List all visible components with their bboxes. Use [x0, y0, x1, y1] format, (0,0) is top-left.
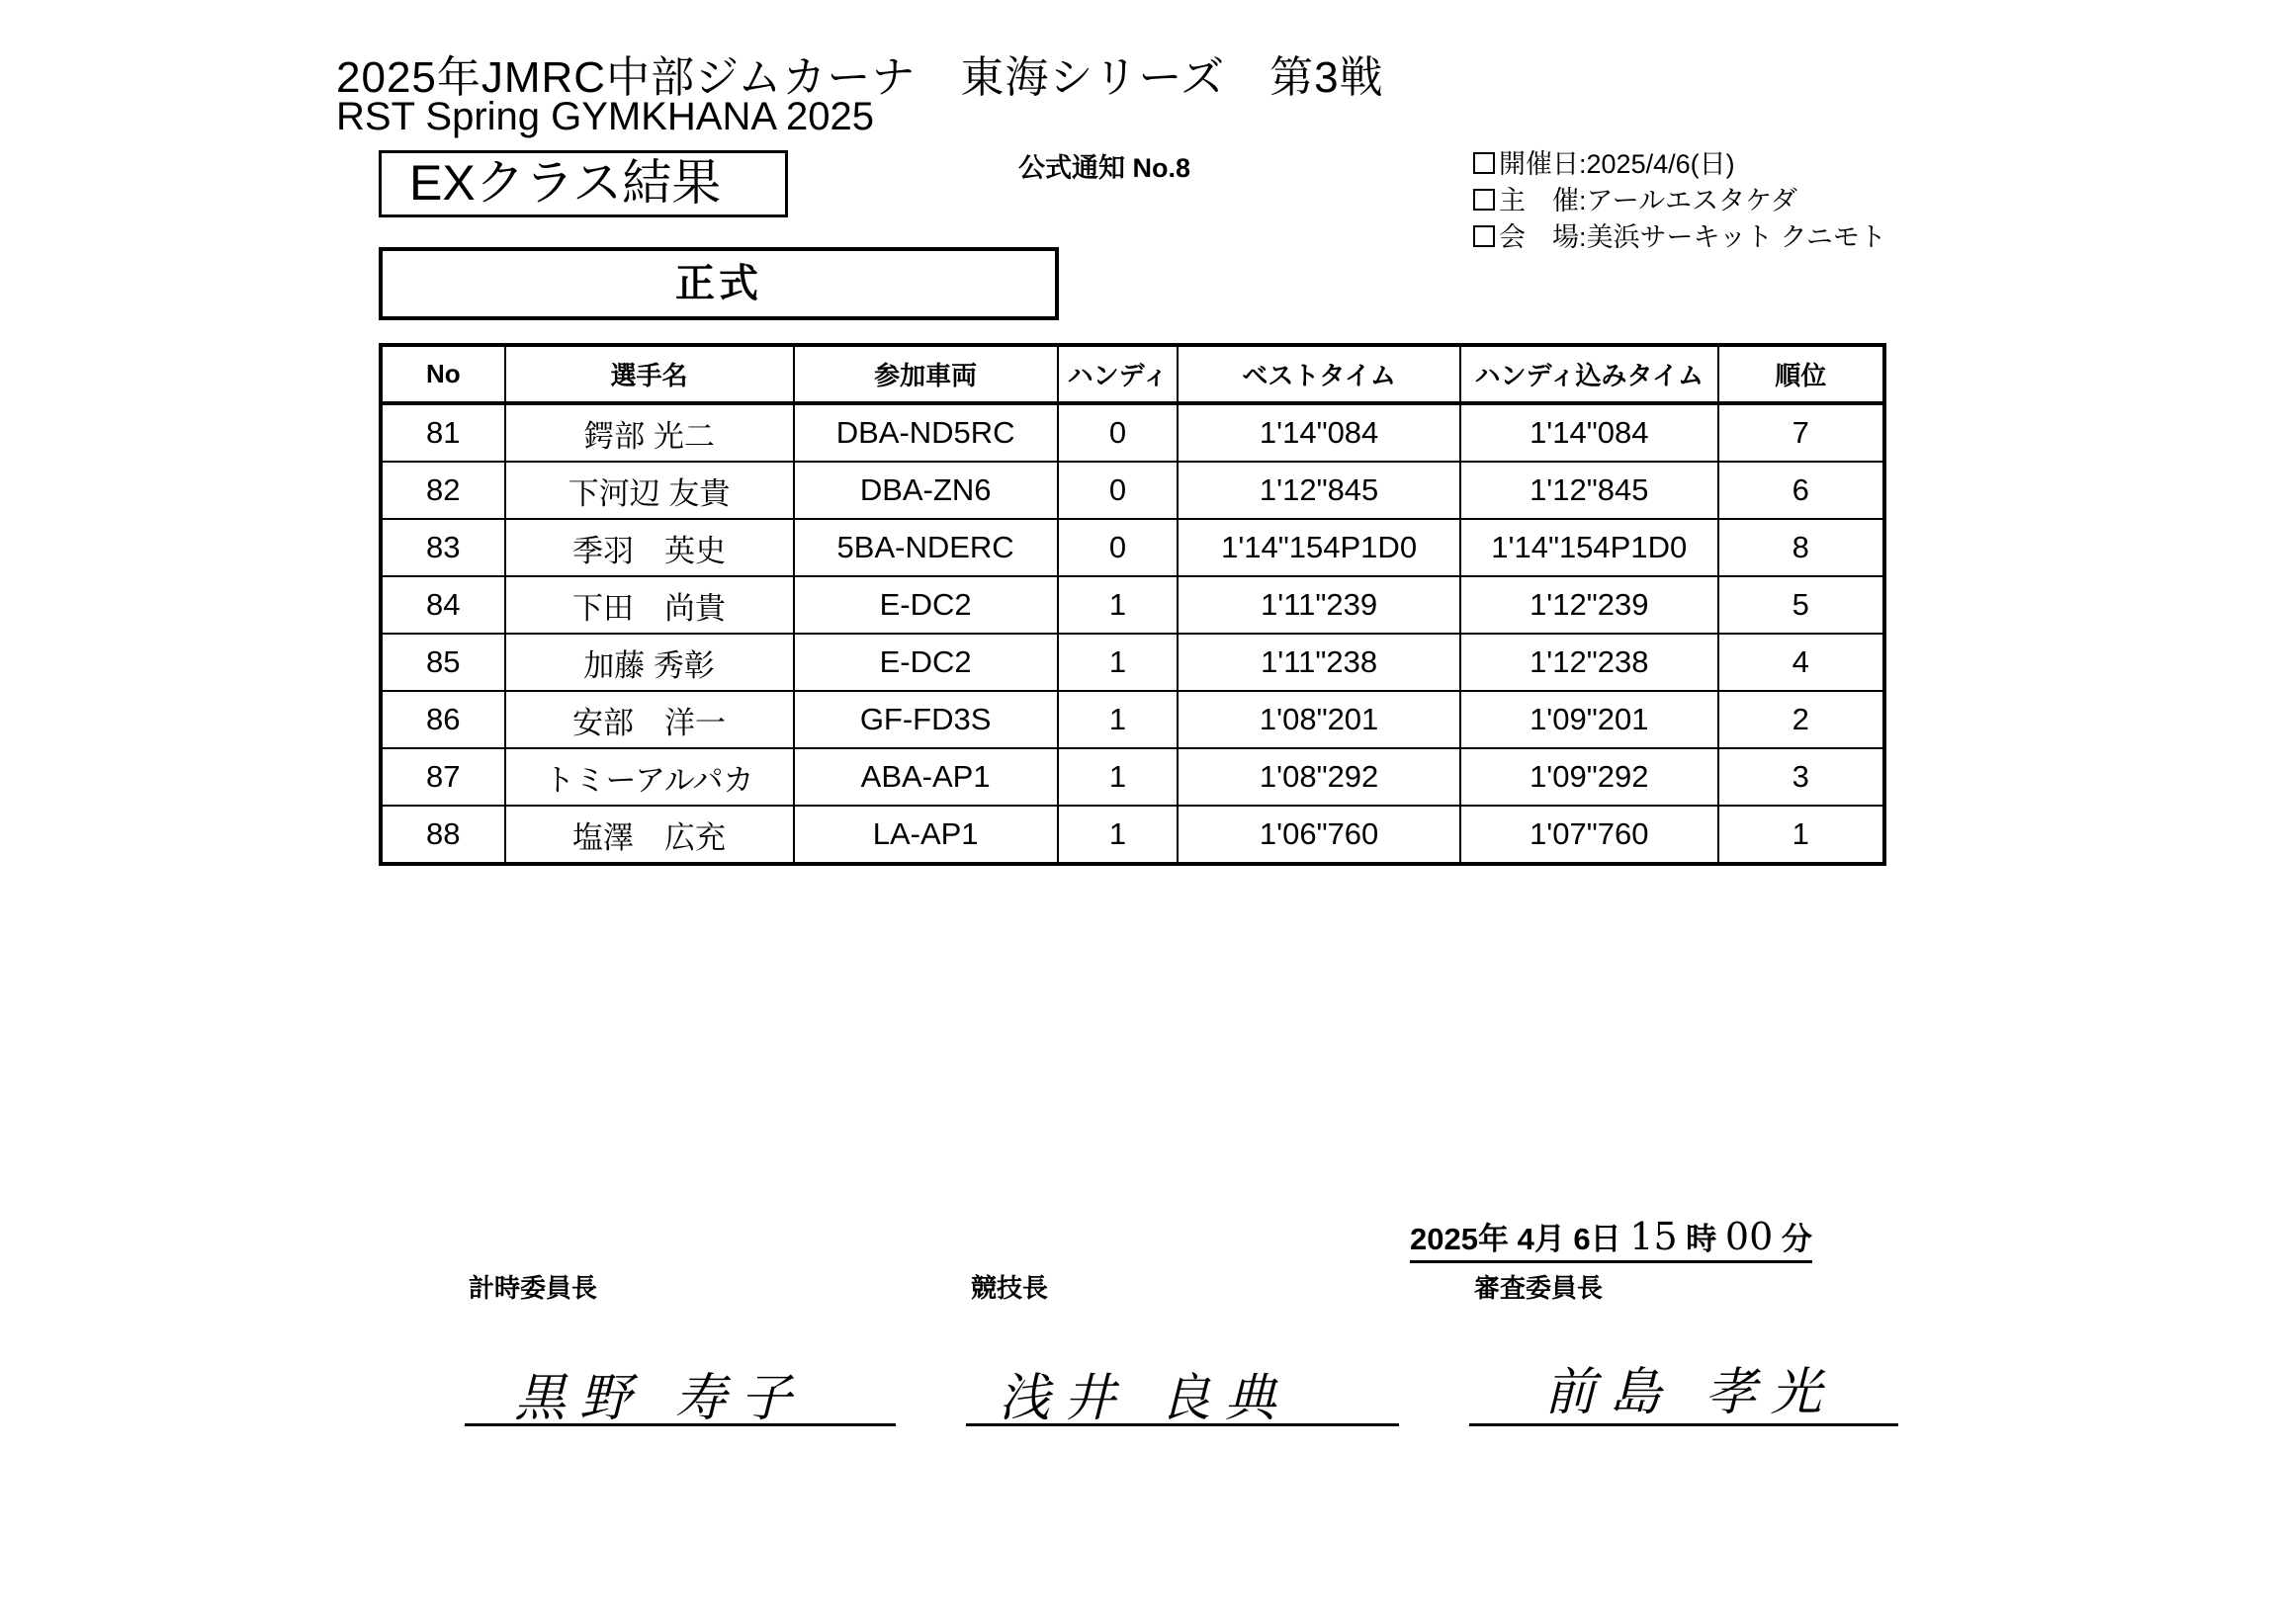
- signature-role-clerk-of-course: 競技長: [971, 1273, 1049, 1303]
- cell-handicap: 0: [1058, 462, 1179, 519]
- cell-handicap: 1: [1058, 576, 1179, 634]
- checkbox-icon: [1473, 225, 1495, 247]
- class-result-box: EXクラス結果: [379, 150, 788, 217]
- issued-hour: 15: [1629, 1215, 1678, 1258]
- cell-vehicle: DBA-ZN6: [794, 462, 1058, 519]
- signature-role-steward-chief: 審査委員長: [1474, 1273, 1604, 1303]
- cell-driver: 塩澤 広充: [505, 806, 794, 864]
- cell-handicap-time: 1'12"238: [1460, 634, 1718, 691]
- cell-handicap: 0: [1058, 403, 1179, 462]
- cell-no: 82: [381, 462, 505, 519]
- info-label: 主 催: [1499, 186, 1579, 215]
- column-header: 順位: [1718, 345, 1884, 403]
- table-header-row: [381, 345, 1884, 403]
- signature-steward-chief: 前島 孝光: [1544, 1363, 1836, 1422]
- cell-driver: トミーアルパカ: [505, 748, 794, 806]
- table-row: [381, 806, 1884, 864]
- signature-role-timing-chief: 計時委員長: [469, 1273, 598, 1303]
- cell-no: 85: [381, 634, 505, 691]
- hour-unit: 時: [1686, 1222, 1717, 1256]
- signature-line: [465, 1423, 896, 1426]
- cell-best-time: 1'14"154P1D0: [1178, 519, 1460, 576]
- cell-no: 83: [381, 519, 505, 576]
- column-header: ベストタイム: [1178, 345, 1460, 403]
- info-value: 2025/4/6(日): [1586, 149, 1735, 179]
- cell-best-time: 1'08"201: [1178, 691, 1460, 748]
- cell-rank: 3: [1718, 748, 1884, 806]
- official-notice-number: 公式通知 No.8: [1018, 153, 1191, 183]
- cell-rank: 2: [1718, 691, 1884, 748]
- cell-handicap: 1: [1058, 748, 1179, 806]
- cell-best-time: 1'12"845: [1178, 462, 1460, 519]
- minute-unit: 分: [1781, 1222, 1812, 1256]
- cell-rank: 8: [1718, 519, 1884, 576]
- cell-best-time: 1'08"292: [1178, 748, 1460, 806]
- cell-best-time: 1'06"760: [1178, 806, 1460, 864]
- cell-vehicle: 5BA-NDERC: [794, 519, 1058, 576]
- status-box: 正式: [379, 247, 1059, 320]
- event-title: 2025年JMRC中部ジムカーナ 東海シリーズ 第3戦: [336, 53, 1384, 102]
- table-row: [381, 748, 1884, 806]
- cell-handicap-time: 1'09"292: [1460, 748, 1718, 806]
- cell-no: 87: [381, 748, 505, 806]
- cell-rank: 6: [1718, 462, 1884, 519]
- table-row: [381, 403, 1884, 462]
- checkbox-icon: [1473, 189, 1495, 211]
- cell-handicap-time: 1'12"239: [1460, 576, 1718, 634]
- issued-minute: 00: [1724, 1215, 1774, 1258]
- cell-rank: 1: [1718, 806, 1884, 864]
- cell-vehicle: LA-AP1: [794, 806, 1058, 864]
- info-date: 開催日:2025/4/6(日): [1473, 146, 1886, 183]
- column-header: 選手名: [505, 345, 794, 403]
- cell-vehicle: GF-FD3S: [794, 691, 1058, 748]
- cell-driver: 下田 尚貴: [505, 576, 794, 634]
- signature-line: [1469, 1423, 1898, 1426]
- signature-clerk-of-course: 浅井 良典: [999, 1369, 1290, 1428]
- cell-handicap: 1: [1058, 806, 1179, 864]
- cell-driver: 下河辺 友貴: [505, 462, 794, 519]
- cell-handicap: 0: [1058, 519, 1179, 576]
- table-row: [381, 519, 1884, 576]
- cell-best-time: 1'14"084: [1178, 403, 1460, 462]
- cell-vehicle: E-DC2: [794, 634, 1058, 691]
- cell-no: 86: [381, 691, 505, 748]
- cell-handicap: 1: [1058, 691, 1179, 748]
- column-header: ハンディ込みタイム: [1460, 345, 1718, 403]
- cell-no: 84: [381, 576, 505, 634]
- cell-vehicle: E-DC2: [794, 576, 1058, 634]
- cell-rank: 4: [1718, 634, 1884, 691]
- info-organizer: 主 催:アールエスタケダ: [1473, 183, 1886, 219]
- table-row: [381, 691, 1884, 748]
- cell-handicap: 1: [1058, 634, 1179, 691]
- table-row: [381, 634, 1884, 691]
- column-header: No: [381, 345, 505, 403]
- checkbox-icon: [1473, 152, 1495, 174]
- cell-best-time: 1'11"239: [1178, 576, 1460, 634]
- event-subtitle: RST Spring GYMKHANA 2025: [336, 95, 874, 138]
- cell-no: 81: [381, 403, 505, 462]
- table-row: [381, 462, 1884, 519]
- cell-vehicle: ABA-AP1: [794, 748, 1058, 806]
- column-header: ハンディ: [1058, 345, 1179, 403]
- info-value: 美浜サーキット クニモト: [1586, 222, 1886, 252]
- info-label: 開催日: [1499, 149, 1579, 179]
- cell-driver: 加藤 秀彰: [505, 634, 794, 691]
- signature-line: [966, 1423, 1399, 1426]
- cell-vehicle: DBA-ND5RC: [794, 403, 1058, 462]
- issued-datetime: [1410, 1214, 1812, 1263]
- signature-timing-chief: 黒野 寿子: [514, 1369, 806, 1428]
- cell-handicap-time: 1'07"760: [1460, 806, 1718, 864]
- cell-rank: 5: [1718, 576, 1884, 634]
- column-header: 参加車両: [794, 345, 1058, 403]
- cell-driver: 安部 洋一: [505, 691, 794, 748]
- info-venue: 会 場:美浜サーキット クニモト: [1473, 219, 1886, 256]
- cell-driver: 鍔部 光二: [505, 403, 794, 462]
- cell-no: 88: [381, 806, 505, 864]
- cell-handicap-time: 1'12"845: [1460, 462, 1718, 519]
- cell-handicap-time: 1'14"154P1D0: [1460, 519, 1718, 576]
- info-label: 会 場: [1499, 222, 1579, 252]
- cell-driver: 季羽 英史: [505, 519, 794, 576]
- info-value: アールエスタケダ: [1586, 186, 1797, 215]
- results-table: [379, 343, 1886, 866]
- cell-handicap-time: 1'09"201: [1460, 691, 1718, 748]
- cell-rank: 7: [1718, 403, 1884, 462]
- table-row: [381, 576, 1884, 634]
- event-info: [1473, 146, 1886, 256]
- issued-date: 2025年 4月 6日: [1410, 1222, 1621, 1256]
- cell-best-time: 1'11"238: [1178, 634, 1460, 691]
- cell-handicap-time: 1'14"084: [1460, 403, 1718, 462]
